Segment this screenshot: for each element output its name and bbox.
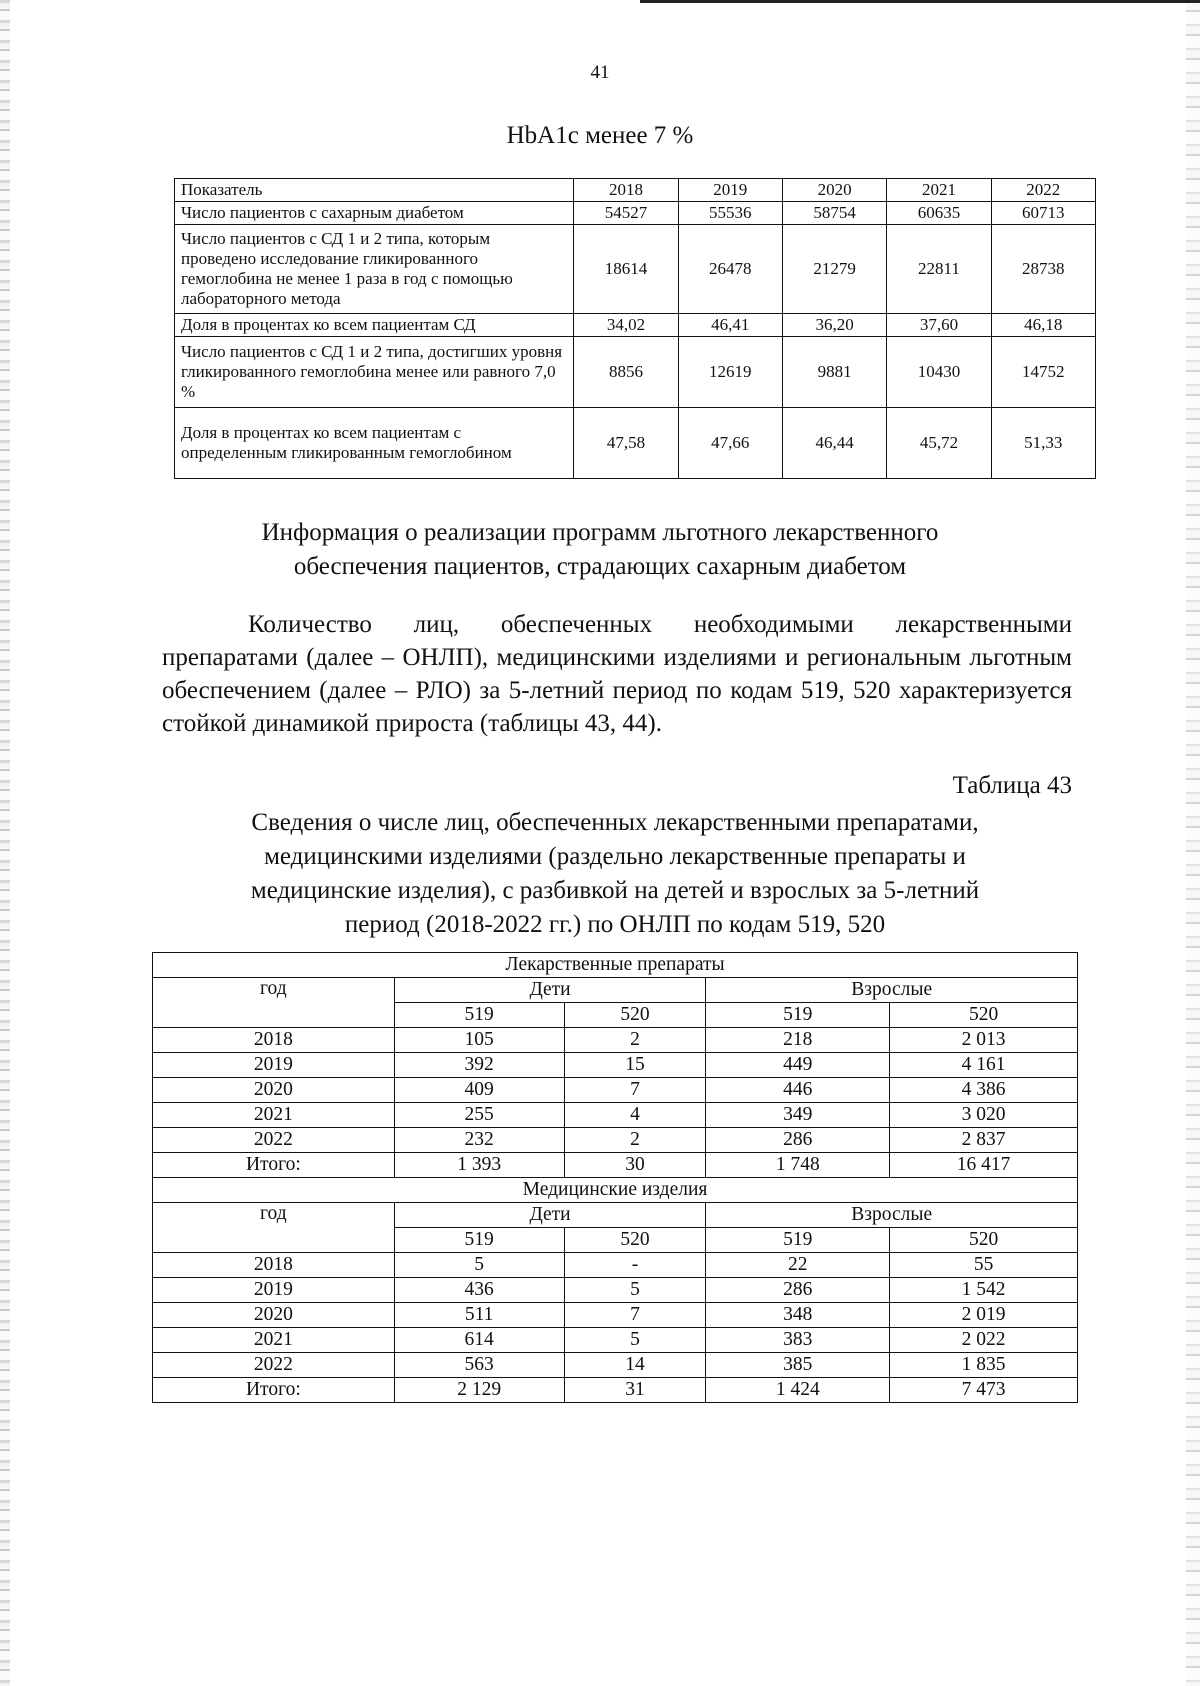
table-cell: 1 424 — [706, 1378, 890, 1403]
table-cell: 105 — [394, 1028, 564, 1053]
table-cell: 8856 — [574, 337, 678, 408]
table-cell: 60713 — [991, 202, 1095, 225]
table-title-line: медицинские изделия), с разбивкой на детей и взрослых за 5-летний — [250, 877, 980, 904]
table-cell: 22 — [706, 1253, 890, 1278]
table-cell: 18614 — [574, 225, 678, 314]
table-cell: 14752 — [991, 337, 1095, 408]
table-cell: 47,58 — [574, 408, 678, 479]
section-heading-line: обеспечения пациентов, страдающих сахарным диабетом — [293, 553, 907, 580]
table-title-line: медицинскими изделиями (раздельно лекарственные препараты и — [264, 843, 966, 870]
table-cell: 385 — [706, 1353, 890, 1378]
table-row — [153, 1278, 1078, 1303]
year-column-header: год — [153, 978, 395, 1028]
table-cell: 36,20 — [782, 314, 886, 337]
table-cell: 46,44 — [782, 408, 886, 479]
table-cell: 15 — [564, 1053, 706, 1078]
table-row — [153, 1028, 1078, 1053]
table-cell: 22811 — [887, 225, 991, 314]
table-cell: 14 — [564, 1353, 706, 1378]
table-cell: 446 — [706, 1078, 890, 1103]
table-cell: 21279 — [782, 225, 886, 314]
table-label: Таблица 43 — [952, 772, 1072, 799]
row-label: Доля в процентах ко всем пациентам с определенным гликированным гемоглобином — [175, 408, 574, 479]
table-cell: 10430 — [887, 337, 991, 408]
table-cell: 1 393 — [394, 1153, 564, 1178]
header-cell: 2019 — [678, 179, 782, 202]
total-row — [153, 1153, 1078, 1178]
section-heading-line: Информация о реализации программ льготного лекарственного — [261, 519, 939, 546]
table-cell: 409 — [394, 1078, 564, 1103]
code-header: 519 — [706, 1228, 890, 1253]
table-cell: 16 417 — [890, 1153, 1078, 1178]
table-row — [153, 1128, 1078, 1153]
table-title — [150, 806, 1080, 942]
table-cell: 46,41 — [678, 314, 782, 337]
table-row — [175, 225, 1096, 314]
table-cell: 511 — [394, 1303, 564, 1328]
table-row — [153, 1103, 1078, 1128]
total-label: Итого: — [153, 1378, 395, 1403]
table-cell: 46,18 — [991, 314, 1095, 337]
hba1c-heading: HbA1c менее 7 % — [506, 122, 694, 149]
table-cell: 34,02 — [574, 314, 678, 337]
table-cell: 30 — [564, 1153, 706, 1178]
table-cell: 2 019 — [890, 1303, 1078, 1328]
table-row — [153, 1328, 1078, 1353]
code-header: 520 — [890, 1003, 1078, 1028]
table-cell: 563 — [394, 1353, 564, 1378]
year-cell: 2018 — [153, 1028, 395, 1053]
table-cell: 7 473 — [890, 1378, 1078, 1403]
table-row — [175, 314, 1096, 337]
table-row — [153, 1078, 1078, 1103]
section-title: Лекарственные препараты — [153, 953, 1078, 978]
children-group-header: Дети — [394, 1203, 706, 1228]
table-cell: 286 — [706, 1128, 890, 1153]
table-cell: 286 — [706, 1278, 890, 1303]
group-header-row — [153, 1203, 1078, 1228]
code-header: 520 — [564, 1228, 706, 1253]
year-column-header: год — [153, 1203, 395, 1253]
year-cell: 2021 — [153, 1328, 395, 1353]
table-cell: 4 386 — [890, 1078, 1078, 1103]
table-cell: 1 835 — [890, 1353, 1078, 1378]
table-cell: 51,33 — [991, 408, 1095, 479]
table-cell: 54527 — [574, 202, 678, 225]
table-cell: 232 — [394, 1128, 564, 1153]
table-cell: 2 013 — [890, 1028, 1078, 1053]
table-row — [153, 1253, 1078, 1278]
table-cell: 218 — [706, 1028, 890, 1053]
table-cell: 26478 — [678, 225, 782, 314]
table-cell: 5 — [564, 1278, 706, 1303]
table-cell: 47,66 — [678, 408, 782, 479]
table-cell: 1 542 — [890, 1278, 1078, 1303]
year-cell: 2020 — [153, 1303, 395, 1328]
scan-top-rule — [640, 0, 1200, 3]
table-cell: 449 — [706, 1053, 890, 1078]
table-cell: 28738 — [991, 225, 1095, 314]
table-cell: 7 — [564, 1303, 706, 1328]
year-cell: 2022 — [153, 1353, 395, 1378]
table-row — [175, 337, 1096, 408]
year-cell: 2018 — [153, 1253, 395, 1278]
table-cell: 4 — [564, 1103, 706, 1128]
year-cell: 2022 — [153, 1128, 395, 1153]
paragraph-text: Количество лиц, обеспеченных необходимыми лекарственными препаратами (далее – ОНЛП), медицинскими изделиями и региональным льготным обеспечением (далее – РЛО) за 5-летний период по кодам 519, 520 характеризуется стойкой динамикой прироста (таблицы 43, 44). — [162, 611, 1072, 737]
table-cell: 1 748 — [706, 1153, 890, 1178]
table-row — [175, 202, 1096, 225]
adults-group-header: Взрослые — [706, 978, 1078, 1003]
table-cell: 2 129 — [394, 1378, 564, 1403]
section-title-row — [153, 1178, 1078, 1203]
page-number: 41 — [590, 62, 610, 83]
section-heading — [0, 516, 1200, 584]
table-cell: 5 — [394, 1253, 564, 1278]
table-cell: 436 — [394, 1278, 564, 1303]
table-cell: 55 — [890, 1253, 1078, 1278]
table-cell: 2 837 — [890, 1128, 1078, 1153]
hba1c-table — [174, 178, 1096, 479]
header-cell: Показатель — [175, 179, 574, 202]
table-header-row — [175, 179, 1096, 202]
table-cell: 5 — [564, 1328, 706, 1353]
year-cell: 2019 — [153, 1053, 395, 1078]
code-header: 520 — [564, 1003, 706, 1028]
table-cell: 55536 — [678, 202, 782, 225]
table-row — [175, 408, 1096, 479]
header-cell: 2022 — [991, 179, 1095, 202]
table-row — [153, 1053, 1078, 1078]
table-row — [153, 1353, 1078, 1378]
year-cell: 2021 — [153, 1103, 395, 1128]
year-cell: 2020 — [153, 1078, 395, 1103]
row-label: Доля в процентах ко всем пациентам СД — [175, 314, 574, 337]
total-row — [153, 1378, 1078, 1403]
header-cell: 2020 — [782, 179, 886, 202]
table-cell: 255 — [394, 1103, 564, 1128]
table-title-line: Сведения о числе лиц, обеспеченных лекарственными препаратами, — [251, 809, 979, 836]
table-cell: 349 — [706, 1103, 890, 1128]
total-label: Итого: — [153, 1153, 395, 1178]
table-cell: 3 020 — [890, 1103, 1078, 1128]
code-header: 519 — [394, 1003, 564, 1028]
row-label: Число пациентов с СД 1 и 2 типа, которым проведено исследование гликированного гемоглобина не менее 1 раза в год с помощью лабораторного метода — [175, 225, 574, 314]
table-cell: - — [564, 1253, 706, 1278]
table-cell: 31 — [564, 1378, 706, 1403]
section-title-row — [153, 953, 1078, 978]
group-header-row — [153, 978, 1078, 1003]
code-header: 519 — [394, 1228, 564, 1253]
code-header: 520 — [890, 1228, 1078, 1253]
year-cell: 2019 — [153, 1278, 395, 1303]
table-cell: 60635 — [887, 202, 991, 225]
table-cell: 392 — [394, 1053, 564, 1078]
table-cell: 2 — [564, 1128, 706, 1153]
table-cell: 45,72 — [887, 408, 991, 479]
table-cell: 383 — [706, 1328, 890, 1353]
row-label: Число пациентов с СД 1 и 2 типа, достигших уровня гликированного гемоглобина менее или равного 7,0 % — [175, 337, 574, 408]
table-cell: 7 — [564, 1078, 706, 1103]
table-cell: 37,60 — [887, 314, 991, 337]
table-cell: 2 — [564, 1028, 706, 1053]
table-title-line: период (2018-2022 гг.) по ОНЛП по кодам 519, 520 — [344, 911, 886, 938]
table-row — [153, 1303, 1078, 1328]
table-cell: 2 022 — [890, 1328, 1078, 1353]
code-header: 519 — [706, 1003, 890, 1028]
table-cell: 9881 — [782, 337, 886, 408]
table-cell: 614 — [394, 1328, 564, 1353]
table-cell: 12619 — [678, 337, 782, 408]
table-cell: 4 161 — [890, 1053, 1078, 1078]
adults-group-header: Взрослые — [706, 1203, 1078, 1228]
scan-edge-right — [1186, 0, 1200, 1686]
children-group-header: Дети — [394, 978, 706, 1003]
table-cell: 348 — [706, 1303, 890, 1328]
scan-edge-left — [0, 0, 10, 1686]
onlp-table — [152, 952, 1078, 1403]
body-paragraph — [162, 608, 1072, 740]
header-cell: 2021 — [887, 179, 991, 202]
header-cell: 2018 — [574, 179, 678, 202]
section-title: Медицинские изделия — [153, 1178, 1078, 1203]
row-label: Число пациентов с сахарным диабетом — [175, 202, 574, 225]
table-cell: 58754 — [782, 202, 886, 225]
